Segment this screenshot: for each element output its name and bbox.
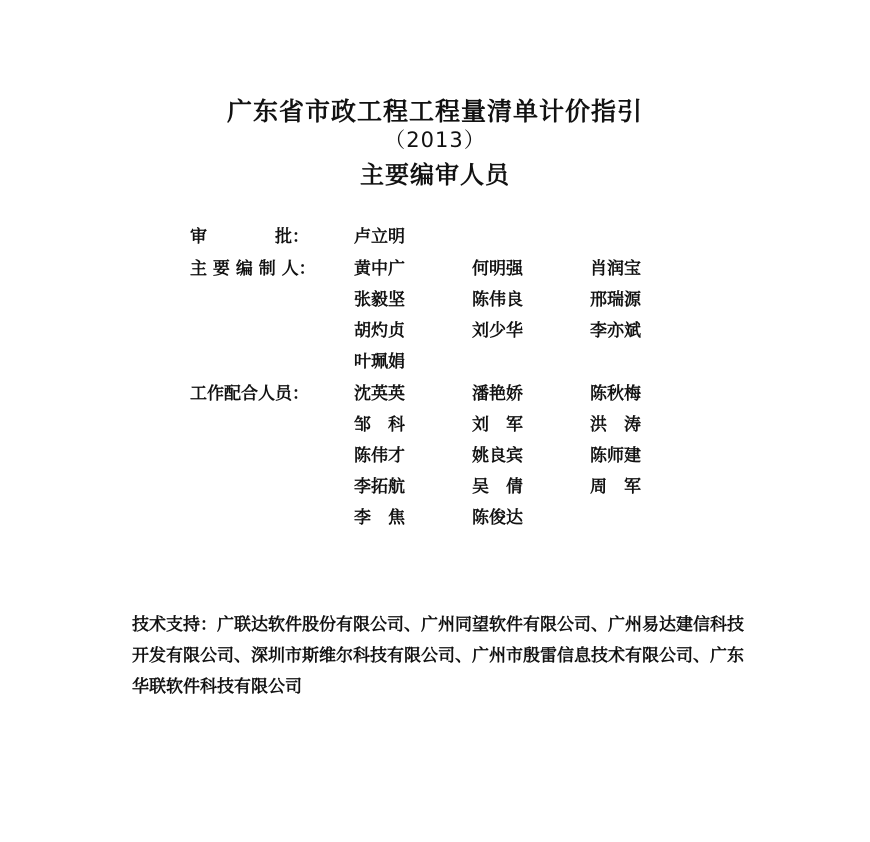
editor-name: 李亦斌 [590, 321, 641, 341]
staff-name: 洪 涛 [590, 415, 641, 435]
approval-label: 审 批： [190, 227, 309, 247]
editors-label: 主 要 编 制 人： [190, 259, 316, 279]
staff-name: 沈英英 [354, 384, 405, 404]
staff-name: 周 军 [590, 477, 641, 497]
editor-name: 何明强 [472, 259, 523, 279]
staff-name: 邹 科 [354, 415, 405, 435]
document-subtitle: 主要编审人员 [360, 161, 510, 189]
technical-support-paragraph: 技术支持：广联达软件股份有限公司、广州同望软件有限公司、广州易达建信科技开发有限公司、深圳市斯维尔科技有限公司、广州市殷雷信息技术有限公司、广东华联软件科技有限公司 [132, 615, 744, 697]
editor-name: 邢瑞源 [590, 290, 641, 310]
staff-name: 刘 军 [472, 415, 523, 435]
staff-name: 陈师建 [590, 446, 641, 466]
staff-name: 陈伟才 [354, 446, 405, 466]
editor-name: 叶珮娟 [354, 352, 405, 372]
staff-name: 陈秋梅 [590, 384, 641, 404]
document-title: 广东省市政工程工程量清单计价指引 [226, 97, 643, 126]
staff-name: 姚良宾 [472, 446, 523, 466]
editor-name: 胡灼贞 [354, 321, 405, 341]
staff-name: 吴 倩 [472, 477, 523, 497]
editor-name: 刘少华 [472, 321, 523, 341]
editor-name: 黄中广 [354, 259, 405, 279]
staff-label: 工作配合人员： [190, 384, 309, 404]
approval-name: 卢立明 [354, 227, 405, 247]
staff-name: 潘艳娇 [472, 384, 523, 404]
editor-name: 张毅坚 [354, 290, 405, 310]
staff-name: 李拓航 [354, 477, 405, 497]
document-year: （2013） [384, 128, 486, 152]
editor-name: 肖润宝 [590, 259, 641, 279]
staff-name: 陈俊达 [472, 508, 523, 528]
staff-name: 李 焦 [354, 508, 405, 528]
editor-name: 陈伟良 [472, 290, 523, 310]
